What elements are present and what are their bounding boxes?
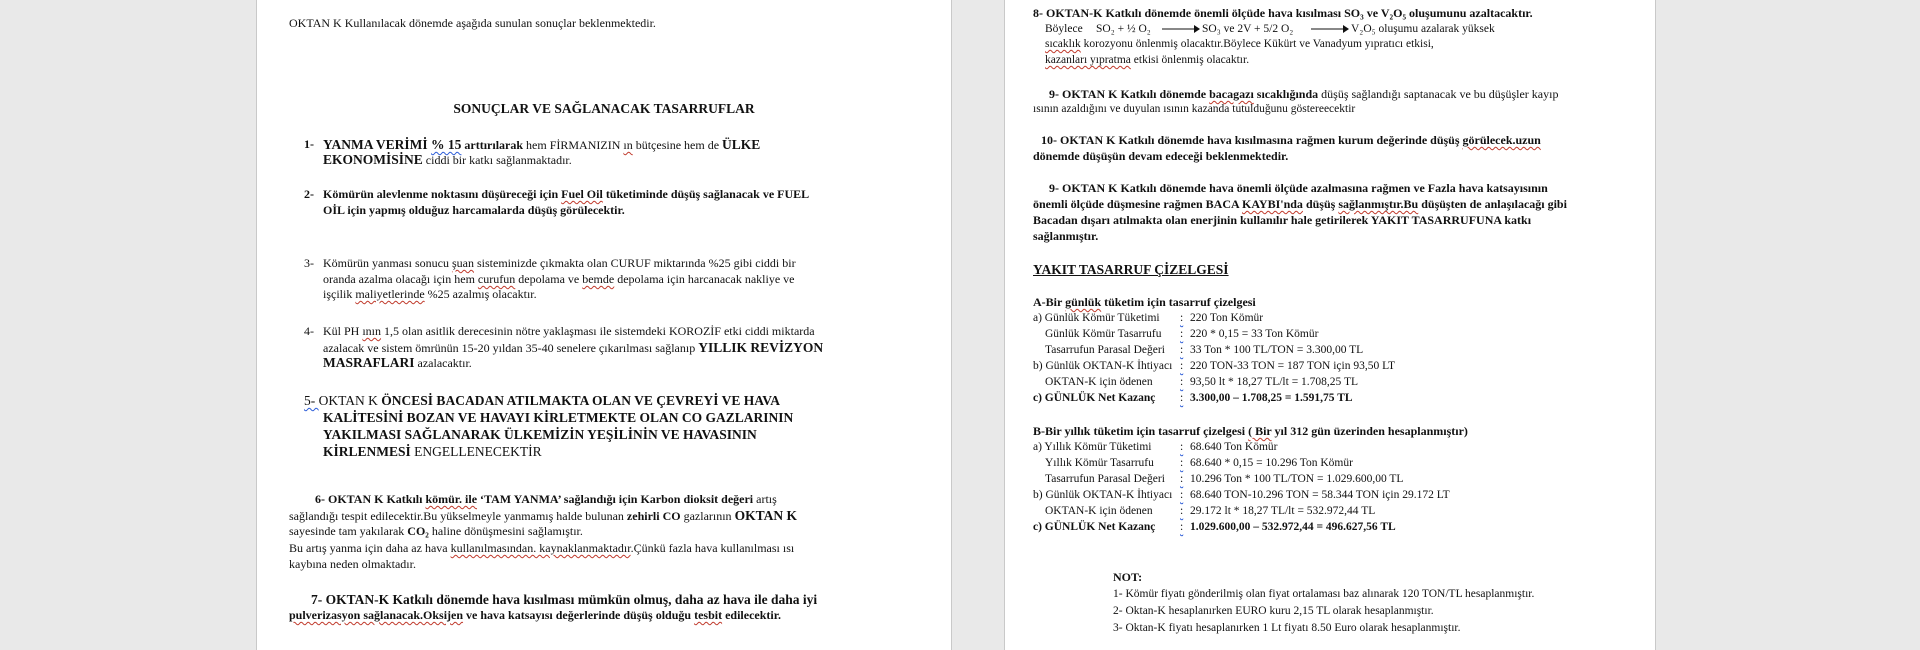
item-5-line-3: YAKILMASI SAĞLANARAK ÜLKEMİZİN YEŞİLİNİN VE HAVASININ bbox=[323, 427, 757, 442]
row-label: c) GÜNLÜK Net Kazanç bbox=[1033, 392, 1156, 404]
row-value: 68.640 Ton Kömür bbox=[1190, 441, 1278, 453]
equation-part-3: V₂O₅ oluşumu azalarak yüksek bbox=[1351, 23, 1495, 35]
item-7-line-2: pulverizasyon sağlanacak.Oksijen ve hava katsayısı değerlerinde düşüş olduğu tesbit edilecektir. bbox=[289, 608, 781, 622]
intro-text: OKTAN K Kullanılacak dönemde aşağıda sunulan sonuçlar beklenmektedir. bbox=[289, 16, 656, 30]
arrow-icon bbox=[1160, 23, 1200, 35]
equation-part-1: SO₂ + ½ O₂ bbox=[1096, 23, 1151, 35]
item-2-line-2: OİL için yapmış olduğuz harcamalarda düşüş görülecektir. bbox=[323, 203, 625, 217]
row-value: 10.296 Ton * 100 TL/TON = 1.029.600,00 TL bbox=[1190, 473, 1404, 485]
row-value: 33 Ton * 100 TL/TON = 3.300,00 TL bbox=[1190, 344, 1364, 356]
row-label: a) Yıllık Kömür Tüketimi bbox=[1033, 441, 1152, 453]
row-separator: : bbox=[1180, 312, 1184, 324]
item-9b-line-1: 9- OKTAN K Katkılı dönemde hava önemli ölçüde azalmasına rağmen ve Fazla hava katsayısının bbox=[1049, 181, 1548, 195]
row-separator: : bbox=[1180, 457, 1184, 469]
item-9b-line-3: Bacadan dışarı atılmakta olan enerjinin kullanılır hale getirilerek YAKIT TASARRUFUNA katkı bbox=[1033, 213, 1532, 227]
row-value: 1.029.600,00 – 532.972,44 = 496.627,56 TL bbox=[1190, 521, 1396, 533]
item-6-line-1: 6- OKTAN K Katkılı kömür. ile ‘TAM YANMA’ sağlandığı için Karbon dioksit değeri artış bbox=[315, 492, 777, 506]
yearly-table-title: B-Bir yıllık tüketim için tasarruf çizelgesi ( Bir yıl 312 gün üzerinden hesaplanmıştır) bbox=[1033, 424, 1468, 438]
row-separator: : bbox=[1180, 473, 1184, 485]
item-8-line-1: 8- OKTAN-K Katkılı dönemde önemli ölçüde hava kısılması SO₃ ve V₂O₅ oluşumunu azaltacaktır. bbox=[1033, 6, 1533, 20]
row-separator: : bbox=[1180, 489, 1184, 501]
row-label: a) Günlük Kömür Tüketimi bbox=[1033, 312, 1160, 324]
item-6-line-5: kaybına neden olmaktadır. bbox=[289, 557, 416, 571]
row-separator: : bbox=[1180, 344, 1184, 356]
row-label: OKTAN-K için ödenen bbox=[1045, 376, 1153, 388]
arrow-icon bbox=[1309, 23, 1349, 35]
row-value: 220 TON-33 TON = 187 TON için 93,50 LT bbox=[1190, 360, 1396, 372]
item-9a-line-2: ısının azaldığını ve duyulan ısının kazanda tutulduğunu göstereecektir bbox=[1033, 103, 1356, 115]
item-3-line-3: işçilik maliyetlerinde %25 azalmış olacaktır. bbox=[323, 287, 537, 301]
row-separator: : bbox=[1180, 521, 1184, 533]
note-title: NOT: bbox=[1113, 570, 1143, 584]
item-6-line-2: sağlandığı tespit edilecektir.Bu yükselmeyle yanmamış halde bulunan zehirli CO gazlarının OKTAN K bbox=[289, 508, 797, 523]
item-4-line-1: Kül PH ının 1,5 olan asitlik derecesinin nötre yaklaşması ile sistemdeki KOROZİF etki ciddi miktarda bbox=[323, 324, 815, 338]
document-page-right bbox=[1004, 0, 1656, 650]
item-3-line-2: oranda azalma olacağı için hem curufun depolama ve bemde depolama için harcanacak nakliye ve bbox=[323, 272, 795, 286]
item-10-line-1: 10- OKTAN K Katkılı dönemde hava kısılmasına rağmen kurum değerinde düşüş görülecek.uzun bbox=[1041, 133, 1541, 147]
row-label: Yıllık Kömür Tasarrufu bbox=[1045, 457, 1154, 469]
row-label: b) Günlük OKTAN-K İhtiyacı bbox=[1033, 360, 1173, 372]
row-label: Tasarrufun Parasal Değeri bbox=[1045, 344, 1165, 356]
item-10-line-2: dönemde düşüşün devam edeceği beklenmektedir. bbox=[1033, 149, 1289, 163]
item-6-line-4: Bu artış yanma için daha az hava kullanılmasından. kaynaklanmaktadır.Çünkü fazla hava kullanılması ısı bbox=[289, 541, 795, 555]
row-separator: : bbox=[1180, 441, 1184, 453]
section-heading: SONUÇLAR VE SAĞLANACAK TASARRUFLAR bbox=[453, 101, 755, 116]
note-item: 2- Oktan-K hesaplanırken EURO kuru 2,15 TL olarak hesaplanmıştır. bbox=[1113, 605, 1434, 617]
row-value: 68.640 TON-10.296 TON = 58.344 TON için 29.172 LT bbox=[1190, 489, 1450, 501]
item-9b-line-4: sağlanmıştır. bbox=[1033, 229, 1099, 243]
item-1-line-1: YANMA VERİMİ % 15 arttırılarak hem FİRMANIZIN ın bütçesine hem de ÜLKE bbox=[323, 137, 761, 152]
row-value: 29.172 lt * 18,27 TL/lt = 532.972,44 TL bbox=[1190, 505, 1376, 517]
item-4-line-3: MASRAFLARI azalacaktır. bbox=[323, 355, 472, 370]
row-label: b) Günlük OKTAN-K İhtiyacı bbox=[1033, 489, 1173, 501]
item-2-line-1: Kömürün alevlenme noktasını düşüreceği için Fuel Oil tüketiminde düşüş sağlanacak ve FUEL bbox=[323, 187, 810, 201]
row-label: c) GÜNLÜK Net Kazanç bbox=[1033, 521, 1156, 533]
item-8-line-3: sıcaklık korozyonu önlenmiş olacaktır.Böylece Kükürt ve Vanadyum yıpratıcı etkisi, bbox=[1045, 38, 1434, 50]
document-page-left: OKTAN K Kullanılacak dönemde aşağıda sunulan sonuçlar beklenmektedir. SONUÇLAR VE SAĞLANACAK TASARRUFLAR 1- YANMA VERİMİ % 15 arttırılarak hem FİRMANIZIN ın bütçesine hem de ÜLKE EKONOMİSİNE ciddi bir katkı sağlanmaktadır. 2- Kömürün alevlenme noktasını düşüreceği için Fuel Oil tüketiminde düşüş sağlanacak ve FUEL OİL için yapmış olduğuz harcamalarda düşüş görülecektir. 3- Kömürün yanması sonucu şuan sisteminizde çıkmakta olan CURUF miktarında %25 gibi ciddi bir oranda azalma olacağı için hem curufun depolama ve bemde depolama için harcanacak nakliye ve işçilik maliyetlerinde %25 azalmış olacaktır. 4- Kül PH ının 1,5 olan asitlik derecesinin nötre yaklaşması ile sistemdeki KOROZİF etki ciddi miktarda azalacak ve sistem ömrünün 15-20 yıldan 35-40 senelere çıkarılması sağlanıp YILLIK REVİZYON MASRAFLARI azalacaktır. 5- OKTAN K ÖNCESİ BACADAN ATILMAKTA OLAN VE ÇEVREYİ VE HAVA KALİTESİNİ BOZAN VE HAVAYI KİRLETMEKTE OLAN CO GAZLARININ YAKILMASI SAĞLANARAK ÜLKEMİZİN YEŞİLİNİN VE HAVASININ KİRLENMESİ ENGELLENECEKTİR 6- OKTAN K Katkılı kömür. ile ‘TAM YANMA’ sağlandığı için Karbon dioksit değeri artış sağlandığı tespit edilecektir.Bu yükselmeyle yanmamış halde bulunan zehirli CO gazlarının OKTAN K sayesinde tam yakılarak CO₂ haline dönüşmesini sağlamıştır. Bu artış yanma için daha az hava kullanılmasından. kaynaklanmaktadır.Çünkü fazla hava kullanılması ısı kaybına neden olmaktadır. 7- OKTAN-K Katkılı dönemde hava kısılması mümkün olmuş, daha az hava ile daha iyi pulverizasyon sağlanacak.Oksijen ve hava katsayısı değerlerinde düşüş olduğu tesbit edilecektir. bbox=[256, 0, 952, 650]
row-separator: : bbox=[1180, 360, 1184, 372]
row-label: Günlük Kömür Tasarrufu bbox=[1045, 328, 1162, 340]
row-separator: : bbox=[1180, 392, 1184, 404]
row-value: 220 * 0,15 = 33 Ton Kömür bbox=[1190, 328, 1319, 340]
item-1-line-2: EKONOMİSİNE ciddi bir katkı sağlanmaktadır. bbox=[323, 152, 572, 167]
item-4-line-2: azalacak ve sistem ömrünün 15-20 yıldan 35-40 senelere çıkarılması sağlanıp YILLIK REVİZYON bbox=[323, 340, 824, 355]
row-value: 220 Ton Kömür bbox=[1190, 312, 1264, 324]
row-separator: : bbox=[1180, 376, 1184, 388]
item-9a-line-1: 9- OKTAN K Katkılı dönemde bacagazı sıcaklığında düşüş sağlandığı saptanacak ve bu düşüşler kayıp bbox=[1049, 87, 1559, 101]
item-8-line-4: kazanları yıpratma etkisi önlenmiş olacaktır. bbox=[1045, 54, 1250, 66]
row-value: 3.300,00 – 1.708,25 = 1.591,75 TL bbox=[1190, 392, 1353, 404]
note-item: 3- Oktan-K fiyatı hesaplanırken 1 Lt fiyatı 8.50 Euro olarak hesaplanmıştır. bbox=[1113, 622, 1461, 634]
item-9b-line-2: önemli ölçüde düşmesine rağmen BACA KAYBI'nda düşüş sağlanmıştır.Bu düşüşten de anlaşılacağı gibi bbox=[1033, 197, 1567, 211]
row-value: 68.640 * 0,15 = 10.296 Ton Kömür bbox=[1190, 457, 1353, 469]
row-label: Tasarrufun Parasal Değeri bbox=[1045, 473, 1165, 485]
daily-table-title: A-Bir günlük tüketim için tasarruf çizelgesi bbox=[1033, 295, 1256, 309]
item-5-line-2: KALİTESİNİ BOZAN VE HAVAYI KİRLETMEKTE OLAN CO GAZLARININ bbox=[323, 410, 794, 425]
row-separator: : bbox=[1180, 328, 1184, 340]
item-5-line-1: 5- OKTAN K ÖNCESİ BACADAN ATILMAKTA OLAN VE ÇEVREYİ VE HAVA bbox=[304, 393, 781, 408]
row-label: OKTAN-K için ödenen bbox=[1045, 505, 1153, 517]
item-7-line-1: 7- OKTAN-K Katkılı dönemde hava kısılması mümkün olmuş, daha az hava ile daha iyi bbox=[311, 592, 818, 607]
item-3-line-1: Kömürün yanması sonucu şuan sisteminizde çıkmakta olan CURUF miktarında %25 gibi ciddi bir bbox=[323, 256, 796, 270]
row-value: 93,50 lt * 18,27 TL/lt = 1.708,25 TL bbox=[1190, 376, 1359, 388]
row-separator: : bbox=[1180, 505, 1184, 517]
savings-table-title: YAKIT TASARRUF ÇİZELGESİ bbox=[1033, 262, 1229, 277]
item-5-line-4: KİRLENMESİ ENGELLENECEKTİR bbox=[323, 444, 542, 459]
item-6-line-3: sayesinde tam yakılarak CO₂ haline dönüşmesini sağlamıştır. bbox=[289, 524, 583, 538]
equation-part-2: SO₃ ve 2V + 5/2 O₂ bbox=[1202, 23, 1294, 35]
item-8-line-2: Böylece bbox=[1045, 23, 1083, 35]
note-item: 1- Kömür fiyatı gönderilmiş olan fiyat ortalaması baz alınarak 120 TON/TL hesaplanmıştır. bbox=[1113, 588, 1535, 600]
